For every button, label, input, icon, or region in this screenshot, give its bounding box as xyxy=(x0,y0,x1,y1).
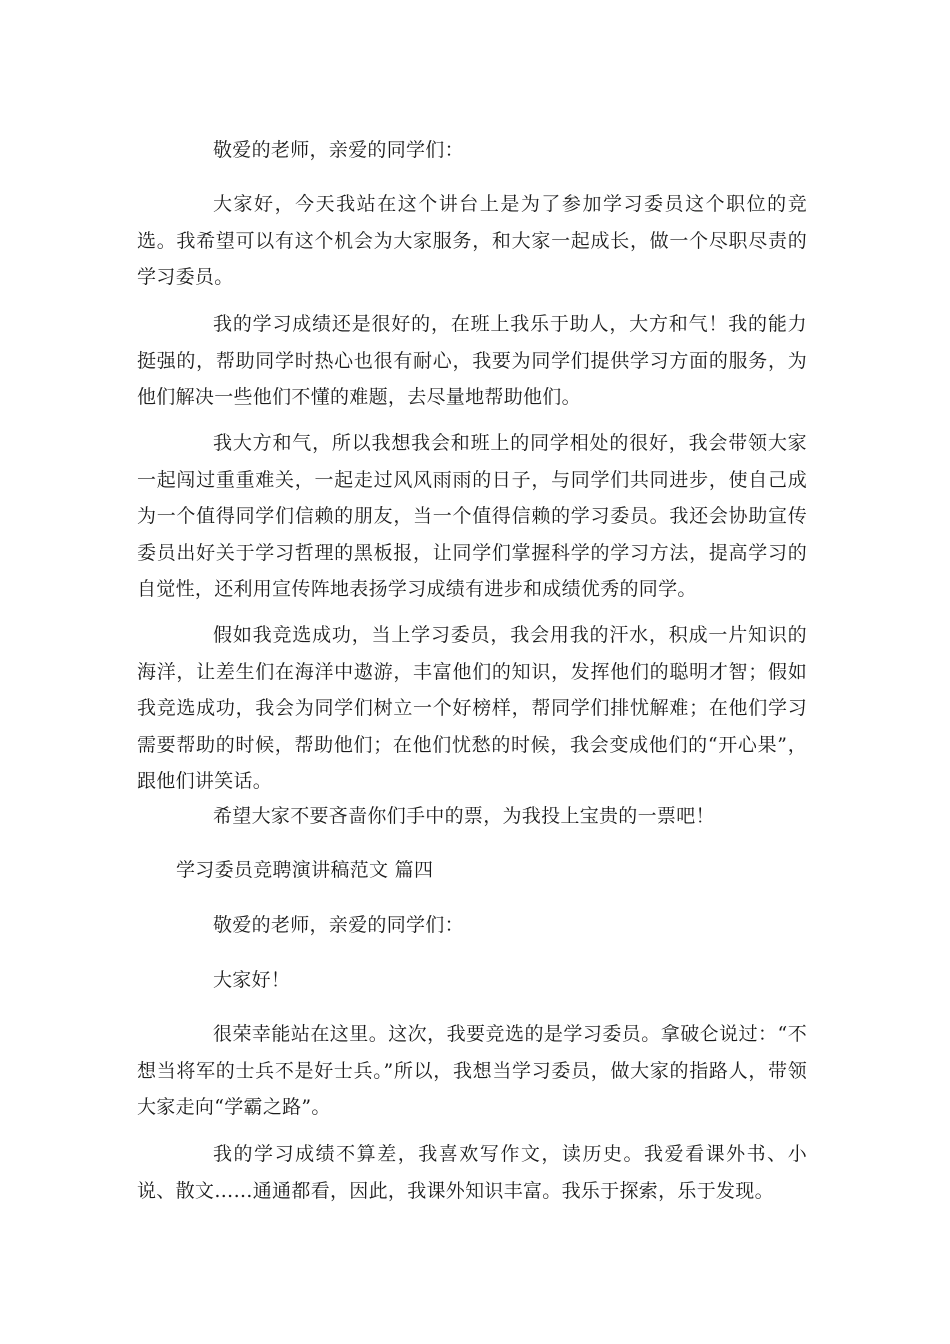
leadership-paragraph: 我大方和气，所以我想我会和班上的同学相处的很好，我会带领大家一起闯过重重难关，一起走过风风雨雨的日子，与同学们共同进步，使自己成为一个值得同学们信赖的朋友，当一个值得信赖的学习委员。我还会协助宣传委员出好关于学习哲理的黑板报，让同学们掌握科学的学习方法，提高学习的自觉性，还利用宣传阵地表扬学习成绩有进步和成绩优秀的同学。 xyxy=(137,432,807,600)
greeting-paragraph-2: 大家好！ xyxy=(213,969,291,991)
section-heading: 学习委员竞聘演讲稿范文 篇四 xyxy=(176,859,434,881)
salutation-paragraph: 敬爱的老师，亲爱的同学们： xyxy=(213,139,464,161)
introduction-paragraph: 很荣幸能站在这里。这次，我要竞选的是学习委员。拿破仑说过：“不想当将军的士兵不是好士兵。”所以，我想当学习委员，做大家的指路人，带领大家走向“学霸之路”。 xyxy=(137,1023,807,1118)
greeting-paragraph: 大家好，今天我站在这个讲台上是为了参加学习委员这个职位的竞选。我希望可以有这个机会为大家服务，和大家一起成长，做一个尽职尽责的学习委员。 xyxy=(137,193,807,288)
salutation-paragraph-2: 敬爱的老师，亲爱的同学们： xyxy=(213,914,464,936)
campaign-promise-paragraph: 假如我竞选成功，当上学习委员，我会用我的汗水，积成一片知识的海洋，让差生们在海洋中遨游，丰富他们的知识，发挥他们的聪明才智；假如我竞选成功，我会为同学们树立一个好榜样，帮同学们排忧解难；在他们学习需要帮助的时候，帮助他们；在他们忧愁的时候，我会变成他们的“开心果”，跟他们讲笑话。 xyxy=(137,624,807,792)
grades-paragraph: 我的学习成绩还是很好的，在班上我乐于助人，大方和气！我的能力挺强的，帮助同学时热心也很有耐心，我要为同学们提供学习方面的服务，为他们解决一些他们不懂的难题，去尽量地帮助他们。 xyxy=(137,313,807,408)
hobbies-paragraph: 我的学习成绩不算差，我喜欢写作文，读历史。我爱看课外书、小说、散文……通通都看，因此，我课外知识丰富。我乐于探索，乐于发现。 xyxy=(137,1143,807,1202)
closing-paragraph: 希望大家不要吝啬你们手中的票，为我投上宝贵的一票吧！ xyxy=(213,805,715,827)
